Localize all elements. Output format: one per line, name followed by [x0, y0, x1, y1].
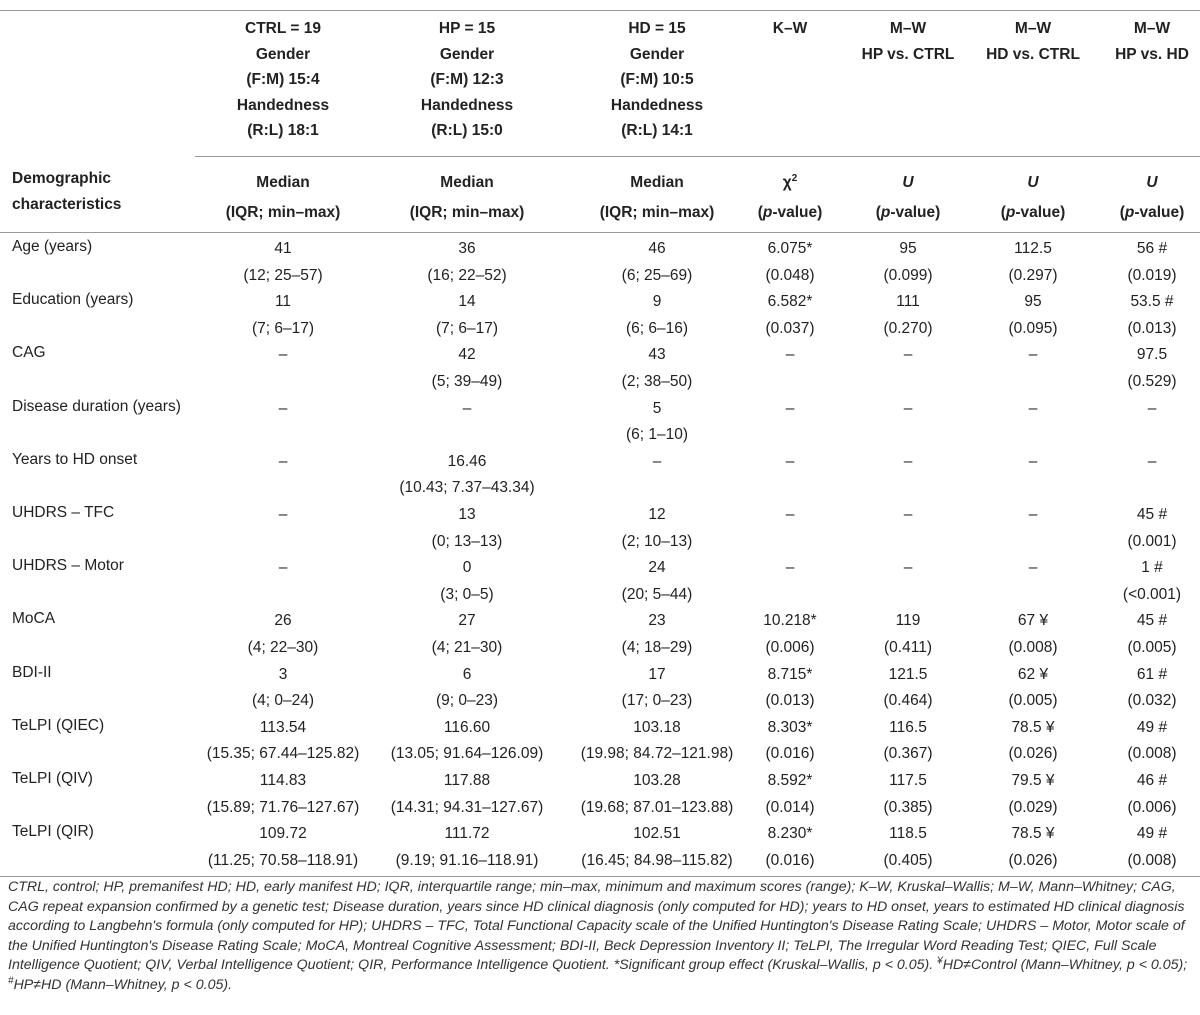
row-label: MoCA [12, 610, 56, 628]
statistic-header-line: $\chi^2$ [782, 172, 798, 191]
table-cell: 56 # [1136, 240, 1168, 257]
footnote-star: *Significant group effect (Kruskal–Wallis, p < 0.05). [613, 957, 934, 974]
column-header-line: Gender [255, 45, 311, 63]
table-cell: (7; 6–17) [435, 319, 499, 337]
column-header-line: HP vs. CTRL [861, 45, 955, 63]
table-cell: 118.5 [889, 825, 927, 843]
table-cell: 111.72 [444, 825, 490, 843]
row-label: CAG [12, 344, 46, 362]
column-header-line: (F:M) 12:3 [430, 71, 504, 88]
table-cell: 3 [278, 665, 288, 683]
table-cell: (6; 1–10) [625, 426, 689, 444]
table-cell: – [785, 346, 795, 364]
table-cell: 46 # [1136, 772, 1168, 789]
rule-header-span [195, 156, 1200, 157]
table-cell: (9.19; 91.16–118.91) [395, 851, 539, 869]
table-cell: 6.582* [767, 293, 813, 311]
column-header-line: (R:L) 15:0 [431, 122, 503, 139]
statistic-header-line: Median [630, 174, 684, 191]
row-header-label: characteristics [12, 196, 122, 213]
table-cell: 43 [648, 346, 666, 364]
rule-top [0, 10, 1200, 11]
table-cell: (0.270) [883, 319, 933, 337]
statistic-header-line: Median [256, 174, 310, 191]
table-cell: – [278, 399, 288, 417]
statistic-header-line: (IQR; min–max) [409, 204, 525, 221]
table-cell: (0.529) [1127, 372, 1177, 390]
table-cell: 8.592* [767, 772, 813, 789]
table-cell: (7; 6–17) [251, 319, 315, 337]
table-cell: (6; 6–16) [625, 319, 689, 337]
table-cell: (6; 25–69) [621, 266, 693, 284]
column-header-line: K–W [772, 20, 808, 37]
table-cell: 5 [652, 399, 662, 417]
table-cell: 6 [462, 665, 472, 683]
table-cell: (0.013) [765, 692, 815, 710]
column-header-line: CTRL = 19 [245, 20, 321, 37]
column-header-line: HD = 15 [628, 20, 686, 37]
table-cell: (0.032) [1127, 692, 1177, 710]
table-cell: 36 [458, 240, 476, 257]
table-cell: 78.5 ¥ [1011, 718, 1055, 736]
row-label: BDI-II [12, 663, 52, 681]
table-cell: (0.095) [1008, 319, 1058, 337]
footnote-hash-mark: # [8, 975, 14, 987]
table-cell: – [903, 452, 913, 470]
rule-bottom [0, 876, 1200, 877]
table-cell: (0.099) [883, 266, 933, 284]
table-cell: (15.35; 67.44–125.82) [206, 745, 360, 763]
table-cell: (19.68; 87.01–123.88) [580, 798, 734, 816]
row-label: Years to HD onset [12, 450, 138, 468]
table-cell: (11.25; 70.58–118.91) [207, 851, 359, 869]
table-cell: (0.001) [1127, 532, 1177, 550]
table-cell: 9 [652, 293, 662, 311]
table-cell: (4; 22–30) [247, 638, 319, 656]
table-cell: 16.46 [447, 452, 487, 470]
table-cell: 42 [458, 346, 476, 364]
table-cell: 13 [458, 506, 476, 523]
column-header-line: HP vs. HD [1115, 45, 1189, 63]
table-cell: – [462, 399, 472, 417]
table-cell: – [278, 559, 288, 577]
statistic-header-line: (p-value) [757, 204, 823, 221]
statistic-header-line: U [1146, 174, 1158, 191]
table-cell: 102.51 [633, 825, 681, 843]
column-header-line: M–W [1014, 20, 1052, 37]
table-cell: – [903, 506, 913, 523]
column-header-line: (R:L) 18:1 [247, 122, 319, 139]
table-cell: 103.28 [633, 772, 681, 789]
table-cell: (<0.001) [1122, 585, 1182, 603]
table-cell: (0.016) [765, 851, 815, 869]
table-cell: 8.715* [767, 665, 813, 683]
table-cell: – [1028, 399, 1038, 417]
table-cell: 24 [648, 559, 666, 577]
table-cell: (12; 25–57) [243, 266, 323, 284]
table-cell: (4; 0–24) [251, 692, 315, 710]
table-cell: (16.45; 84.98–115.82) [581, 851, 733, 869]
table-cell: – [1028, 559, 1038, 577]
table-cell: (15.89; 71.76–127.67) [206, 798, 360, 816]
table-cell: 49 # [1136, 718, 1168, 736]
table-cell: (0.008) [1127, 745, 1177, 763]
table-cell: 8.303* [767, 718, 813, 736]
table-cell: 27 [458, 612, 476, 630]
table-cell: – [903, 346, 913, 364]
table-cell: – [903, 559, 913, 577]
column-header-line: Gender [629, 45, 685, 63]
column-header-line: Gender [439, 45, 495, 63]
table-cell: (2; 38–50) [621, 372, 693, 390]
table-cell: (0.006) [765, 638, 815, 656]
table-cell: 116.5 [889, 718, 927, 736]
table-cell: 46 [648, 240, 666, 257]
footnote-hash: HP≠HD (Mann–Whitney, p < 0.05). [13, 976, 233, 993]
table-cell: 17 [648, 665, 666, 683]
table-cell: (4; 18–29) [621, 638, 693, 656]
table-cell: 1 # [1141, 559, 1163, 577]
table-cell: (0.013) [1127, 319, 1177, 337]
table-cell: (0.385) [883, 798, 933, 816]
statistic-header-line: U [1027, 174, 1039, 191]
table-cell: 14 [458, 293, 476, 311]
table-cell: – [278, 346, 288, 364]
table-cell: (14.31; 94.31–127.67) [390, 798, 544, 816]
table-footnote [8, 878, 1194, 996]
table-cell: (10.43; 7.37–43.34) [399, 479, 535, 497]
table-cell: 119 [895, 612, 921, 630]
row-label: Age (years) [12, 238, 93, 255]
table-cell: 41 [274, 240, 292, 257]
table-cell: – [1028, 452, 1038, 470]
table-cell: 10.218* [763, 612, 817, 630]
rule-header-bottom [0, 232, 1200, 233]
footnote-yen: HD≠Control (Mann–Whitney, p < 0.05); [942, 957, 1188, 974]
table-cell: 112.5 [1014, 240, 1052, 257]
table-cell: 117.5 [889, 772, 927, 789]
table-cell: 95 [1024, 293, 1042, 311]
table-cell: 97.5 [1136, 346, 1168, 364]
table-cell: (0.006) [1127, 798, 1177, 816]
column-header-line: Handedness [420, 96, 514, 114]
table-cell: 67 ¥ [1017, 612, 1049, 630]
footnote-abbreviations: CTRL, control; HP, premanifest HD; HD, early manifest HD; IQR, interquartile range; min–max, minimum and maximum scores (range); K–W, Kruskal–Wallis; M–W, Mann–Whitney; CAG, CAG repeat expansion confirmed by a genetic test; Disease duration, years since HD clinical diagnosis (only computed for HD); years to HD onset, years to estimated HD clinical diagnosis according to Langbehn's formula (only computed for HP); UHDRS – TFC, Total Functional Capacity scale of the Unified Huntington's Disease Rating Scale; UHDRS – Motor, Motor scale of the Unified Huntington's Disease Rating Scale; MoCA, Montreal Cognitive Assessment; BDI-II, Beck Depression Inventory II; TeLPI, The Irregular Word Reading Test; QIEC, Full Scale Intelligence Quotient; QIV, Verbal Intelligence Quotient; QIR, Performance Intelligence Quotient. [8, 879, 1185, 974]
table-cell: (0.464) [883, 692, 933, 710]
table-cell: (0.297) [1008, 266, 1058, 284]
table-cell: 78.5 ¥ [1011, 825, 1055, 843]
table-cell: – [1028, 506, 1038, 523]
table-cell: 103.18 [633, 718, 681, 736]
column-header-line: (R:L) 14:1 [621, 122, 693, 139]
table-cell: – [1028, 346, 1038, 364]
table-cell: – [278, 506, 288, 523]
row-label: UHDRS – TFC [12, 504, 115, 521]
column-header-line: (F:M) 10:5 [620, 71, 694, 88]
table-cell: (0.367) [883, 745, 933, 763]
table-cell: 79.5 ¥ [1011, 772, 1055, 789]
table-cell: – [785, 452, 795, 470]
statistic-header-line: Median [440, 174, 494, 191]
statistic-header-line: (p-value) [875, 204, 941, 221]
table-cell: (3; 0–5) [440, 585, 494, 603]
table-cell: 12 [648, 506, 666, 523]
table-cell: 121.5 [888, 665, 928, 683]
row-label: Disease duration (years) [12, 397, 181, 415]
table-cell: (5; 39–49) [431, 372, 503, 390]
table-cell: – [785, 399, 795, 417]
row-header-label: Demographic [12, 170, 112, 187]
table-cell: 26 [274, 612, 292, 630]
column-header-line: HP = 15 [438, 20, 496, 37]
statistic-header-line: U [902, 174, 914, 191]
table-cell: – [1147, 452, 1157, 470]
table-cell: 113.54 [259, 718, 307, 736]
table-cell: (9; 0–23) [435, 692, 499, 710]
column-header-line: M–W [1133, 20, 1171, 37]
table-cell: 45 # [1136, 612, 1168, 630]
table-cell: (0.019) [1127, 266, 1177, 284]
table-cell: – [903, 399, 913, 417]
table-cell: – [785, 506, 795, 523]
statistic-header-line: (p-value) [1000, 204, 1066, 221]
statistic-header-line: (IQR; min–max) [599, 204, 715, 221]
table-cell: 0 [462, 559, 472, 577]
table-cell: (0.014) [765, 798, 815, 816]
table-cell: 109.72 [259, 825, 307, 843]
table-cell: – [785, 559, 795, 577]
table-cell: (0.029) [1008, 798, 1058, 816]
table-cell: 49 # [1136, 825, 1168, 843]
table-cell: 116.60 [443, 718, 491, 736]
table-cell: (0.037) [765, 319, 815, 337]
table-cell: (0.048) [765, 266, 815, 284]
table-cell: – [652, 452, 662, 470]
table-cell: 114.83 [259, 772, 307, 789]
table-cell: – [1147, 399, 1157, 417]
table-cell: (0.411) [884, 638, 932, 656]
table-cell: 62 ¥ [1017, 665, 1049, 683]
column-header-line: Handedness [236, 96, 330, 114]
table-cell: – [278, 452, 288, 470]
column-header-line: M–W [889, 20, 927, 37]
row-label: UHDRS – Motor [12, 557, 124, 575]
table-cell: 53.5 # [1130, 293, 1174, 311]
table-cell: (17; 0–23) [621, 692, 693, 710]
statistic-header-line: (p-value) [1119, 204, 1185, 221]
table-cell: 61 # [1136, 665, 1168, 683]
table-cell: 11 [274, 293, 292, 311]
table-cell: 8.230* [767, 825, 813, 843]
table-cell: 117.88 [443, 772, 491, 789]
table-cell: 45 # [1136, 506, 1168, 523]
row-label: TeLPI (QIV) [12, 770, 93, 787]
table-cell: (16; 22–52) [427, 266, 507, 284]
column-header-line: (F:M) 15:4 [246, 71, 320, 88]
table-cell: (0; 13–13) [431, 532, 503, 550]
row-label: TeLPI (QIEC) [12, 716, 105, 734]
table-cell: (2; 10–13) [621, 532, 693, 550]
table-cell: (4; 21–30) [431, 638, 503, 656]
table-cell: (0.026) [1008, 851, 1058, 869]
column-header-line: Handedness [610, 96, 704, 114]
table-cell: (13.05; 91.64–126.09) [390, 745, 544, 763]
table-cell: (0.005) [1127, 638, 1177, 656]
table-cell: (0.008) [1008, 638, 1058, 656]
column-header-line: HD vs. CTRL [986, 45, 1080, 63]
table-cell: (0.026) [1008, 745, 1058, 763]
table-cell: (0.405) [883, 851, 933, 869]
table-cell: (0.008) [1127, 851, 1177, 869]
table-cell: 23 [648, 612, 666, 630]
row-label: TeLPI (QIR) [12, 823, 94, 841]
table-cell: (0.005) [1008, 692, 1058, 710]
table-cell: (0.016) [765, 745, 815, 763]
footnote-yen-mark: ¥ [937, 955, 943, 967]
statistic-header-line: (IQR; min–max) [225, 204, 341, 221]
table-cell: (19.98; 84.72–121.98) [580, 745, 734, 763]
table-cell: (20; 5–44) [621, 585, 693, 603]
table-cell: 111 [896, 293, 920, 311]
row-label: Education (years) [12, 291, 134, 309]
table-cell: 95 [899, 240, 917, 257]
table-cell: 6.075* [767, 240, 813, 257]
